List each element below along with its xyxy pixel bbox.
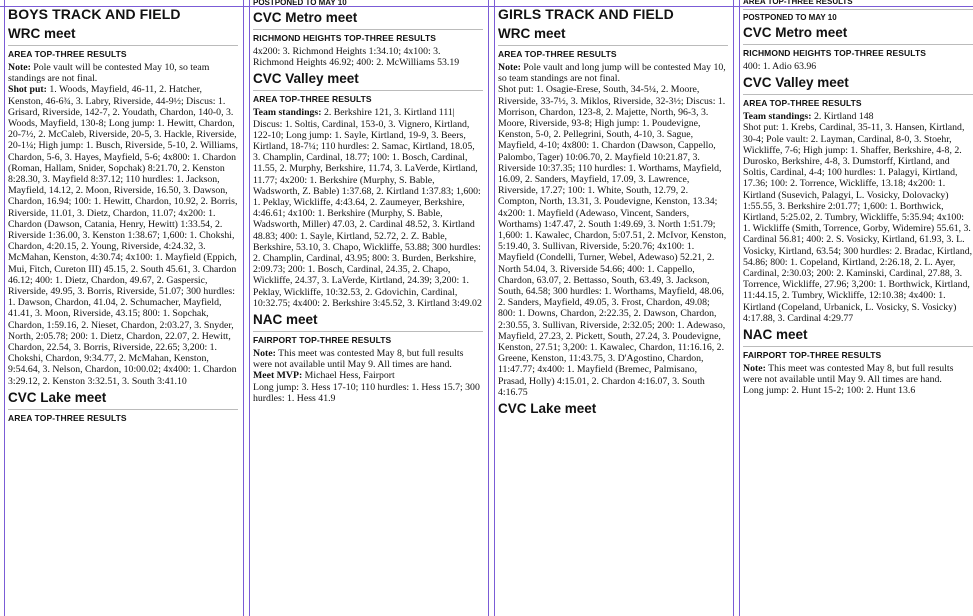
results-subheading: FAIRPORT TOP-THREE RESULTS <box>253 331 483 345</box>
results-subheading: AREA TOP-THREE RESULTS <box>743 94 973 108</box>
column-guide <box>488 0 489 616</box>
results-subheading: AREA TOP-THREE RESULTS <box>8 45 238 59</box>
results-paragraph: Shot put: 1. Woods, Mayfield, 46-11, 2. Hatcher, Kenston, 46-6¾, 3. Labry, Riverside, 44-9½; Discus: 1. Grisard, Riverside, 142-7, 2. Youdath, Chardon, 140-0, 3. Woods, Mayfield, 130-8; Long jump: 1. Hewitt, Chardon, 20-7½, 2. McCaleb, Riverside, 20-5, 3. Hackle, Riverside, 20-1¼; High jump: 1. Busch, Riverside, 5-10, 2. Williams, Chardon, 5-6, 3. Hayes, Mayfield, 5-6; 4x800: 1. Chardon (Roman, Hallam, Snider, Sopchak) 8:21.70, 2. Kenston 8:28.30, 3. Mayfield 8:37.12; 110 hurdles: 1. Jackson, Mayfield, 14.12, 2. Moon, Riverside, 16.50, 3. Dawson, Chardon, 16.94; 100: 1. Hewitt, Chardon, 10.92, 2. Borris, Riverside, 11.01, 3. Dietz, Chardon, 11.07; 4x200: 1. Chardon (Dawson, Catania, Henry, Hewitt) 1:33.54, 2. Riverside 1:36.00, 3. Kenston 1:38.67; 1,600: 1. Chokshi, Chardon, 4:20.15, 2. Young, Riverside, 4:24.32, 3. McMahan, Kenston, 4:30.74; 4x100: 1. Mayfield (Eppich, Mui, Fitch, Cureton III) 45.15, 2. South 45.61, 3. Chardon 46.12; 400: 1. Dietz, Chardon, 49.67, 2. Gaspersic, Riverside, 49.95, 3. Borris, Riverside, 51.07; 300 hurdles: 1. Dawson, Chardon, 41.04, 2. Schumacher, Mayfield, 41.41, 3. Moon, Riverside, 43.15; 800: 1. Sopchak, Chardon, 1:59.16, 2. Nieset, Chardon, 2:03.27, 3. Snyder, North, 2:05.78; 200: 1. Dietz, Chardon, 22.07, 2. Hewitt, Chardon, 22.54, 3. Borris, Riverside, 22.65; 3,200: 1. Chokshi, Chardon, 9:34.77, 2. McMahan, Kenston, 9:54.64, 3. Nelson, Chardon, 10:00.02; 4x400: 1. Chardon 3:29.12, 2. Kenston 3:32.51, 3. South 3:41.10 <box>8 84 238 387</box>
results-paragraph: Long jump: 2. Hunt 15-2; 100: 2. Hunt 13.6 <box>743 385 916 397</box>
results-paragraph: Discus: 1. Soltis, Cardinal, 153-0, 3. Vignero, Kirtland, 122-10; Long jump: 1. Sayle, Kirtland, 19-9, 3. Beers, Kirtland, 18-7¼; 110 hurdles: 2. Samac, Kirtland, 18.05, 3. Champlin, Cardinal, 18.77; 100: 1. Bosch, Cardinal, 11.55, 2. Murphy, Berkshire, 11.74, 3. LaVerde, Kirtland, 11.77; 4x200: 1. Berkshire (Murphy, S. Bable, Wadsworth, Z. Bable) 1:37.68, 2. Kirtland 1:37.83; 1,600: 1. Peklay, Wickliffe, 4:43.64, 2. Zaumeyer, Berkshire, 4:46.61; 4x100: 1. Berkshire (Murphy, S. Bable, Wadsworth, Miller) 47.03, 2. Cardinal 48.52, 3. Kirtland 48.83; 400: 1. Sayle, Kirtland, 52.72, 2. Z. Bable, Berkshire, 53.10, 3. Chapo, Wickliffe, 53.88; 300 hurdles: 2. Champlin, Cardinal, 43.95; 800: 3. Burden, Berkshire, 2:09.73; 200: 1. Bosch, Cardinal, 24.35, 2. Chapo, Wickliffe, 24.37, 3. LaVerde, Kirtland, 24.39; 3,200: 1. Peklay, Wickliffe, 10:32.53, 2. Gdovichin, Cardinal, 10:32.75; 4x400: 2. Berkshire 3:45.52, 3. Kirtland 3:49.02 <box>253 118 482 309</box>
results-subheading: AREA TOP-THREE RESULTS <box>498 45 728 59</box>
results-paragraph: 400: 1. Adio 63.96 <box>743 61 817 72</box>
column-boys-2 <box>253 0 483 614</box>
results-subheading-cut: AREA TOP-THREE RESULTS <box>743 0 853 6</box>
results-paragraph: Long jump: 3. Hess 17-10; 110 hurdles: 1. Hess 15.7; 300 hurdles: 1. Hess 41.9 <box>253 381 480 404</box>
note-paragraph: Note: Pole vault will be contested May 10, so team standings are not final. <box>8 62 210 85</box>
results-subheading: RICHMOND HEIGHTS TOP-THREE RESULTS <box>253 29 483 43</box>
results-paragraph: Shot put: 1. Krebs, Cardinal, 35-11, 3. Hansen, Kirtland, 30-4; Pole vault: 2. Layman, Cardinal, 8-0, 3. Stoehr, Wickliffe, 7-6; High jump: 1. Shaffer, Berkshire, 4-8, 2. Durosko, Berkshire, 4-8, 3. Dumstorff, Kirtland, and Soltis, Cardinal, 4-4; 100 hurdles: 1. Palagyi, Kirtland, 17.36; 100: 2. Torrence, Wickliffe, 13.18; 4x200: 1. Kirtland (Susevich, Palagyi, L. Vosicky, Dolovacky) 1:55.55, 3. Berkshire 2:01.77; 1,600: 1. Borthwick, Kirtland, 5:25.02, 2. Tumbry, Wickliffe, 5:35.94; 4x100: 1. Wickliffe (Smith, Torrence, Gorby, Widemire) 55.61, 3. Cardinal 56.81; 400: 2. S. Vosicky, Kirtland, 61.93, 3. L. Vosicky, Kirtland, 63.54; 300 hurdles: 2. Bradac, Kirtland, 54.86; 800: 1. Copeland, Kirtland, 2:26.18, 2. L. Ayer, Cardinal, 2:30.03; 200: 2. Kaminski, Cardinal, 27.88, 3. Torrence, Wickliffe, 27.96; 3,200: 1. Borthwick, Kirtland, 11:44.15, 2. Tumbry, Wickliffe, 12:10.38; 4x400: 1. Kirtland (Copeland, Urbanick, L. Vosicky, S. Vosicky) 4:17.88, 3. Cardinal 4:29.77 <box>743 122 973 324</box>
results-subheading: FAIRPORT TOP-THREE RESULTS <box>743 346 973 360</box>
column-guide <box>4 0 5 616</box>
note-paragraph: Note: This meet was contested May 8, but full results were not available until May 9. All times are hand. <box>253 348 464 371</box>
column-boys-1 <box>8 0 238 616</box>
column-girls-2 <box>743 0 973 613</box>
mvp-line: Meet MVP: Michael Hess, Fairport <box>253 370 395 382</box>
meet-title: WRC meet <box>8 26 76 41</box>
meet-title: WRC meet <box>498 26 566 41</box>
results-subheading: AREA TOP-THREE RESULTS <box>8 409 238 423</box>
postponed-notice: POSTPONED TO MAY 10 <box>743 13 837 22</box>
postponed-notice: POSTPONED TO MAY 10 <box>253 0 347 7</box>
results-paragraph: 4x200: 3. Richmond Heights 1:34.10; 4x100: 3. Richmond Heights 46.92; 400: 2. McWilliams 53.19 <box>253 46 460 69</box>
meet-title: NAC meet <box>253 312 318 328</box>
meet-title: CVC Lake meet <box>498 401 597 417</box>
divider <box>743 9 973 10</box>
section-title: GIRLS TRACK AND FIELD <box>498 6 674 22</box>
column-guide <box>494 0 495 616</box>
column-guide <box>243 0 244 616</box>
results-paragraph: Shot put: 1. Osagie-Erese, South, 34-5¼, 2. Moore, Riverside, 33-7½, 3. Miklos, Riverside, 32-3½; Discus: 1. Morrison, Chardon, 123-8, 2. Majette, North, 96-3, 3. Moore, Riverside, 93-8; High jump: 1. Poudevigne, Kenston, 5-0, 2. Pellegrini, South, 4-10, 3. Sague, Mayfield, 4-10; 4x800: 1. Chardon (Dawson, Cappello, Palombo, Tager) 10:06.70, 2. Mayfield 10:21.87, 3. Riverside 10:37.35; 110 hurdles: 1. Worthams, Mayfield, 16.09, 2. Sanders, Mayfield, 17.09, 3. Lawrence, Riverside, 17.27; 100: 1. White, South, 12.79, 2. Compton, North, 13.31, 3. Poudevigne, Kenston, 13.34; 4x200: 1. Mayfield (Adewaso, Vincent, Sanders, Worthams) 1:47.47, 2. South 1:49.69, 3. North 1:51.79; 1,600: 1. Kawalec, Chardon, 5:07.51, 2. McIvor, Kenston, 5:19.40, 3. Sullivan, Riverside, 5:20.76; 4x100: 1. Mayfield (Condelli, Turner, Webel, Adewaso) 52.21, 2. North 54.04, 3. Riverside 54.66; 400: 1. Cappello, Chardon, 63.07, 2. Bettasso, South, 63.49, 3. Jackson, South, 64.58; 300 hurdles: 1. Worthams, Mayfield, 48.06, 2. Sanders, Mayfield, 49.05, 3. Frost, Chardon, 49.08; 800: 1. Downs, Chardon, 2:22.35, 2. Dawson, Chardon, 2:30.55, 3. Sullivan, Riverside, 2:32.05; 200: 1. Adewaso, Mayfield, 27.23, 2. Pickett, South, 27.24, 3. Poudevigne, Kenston, 27.51; 3,200: 1. Kawalec, Chardon, 11:16.16, 2. Greene, Kenston, 11:43.75, 3. D'Agostino, Chardon, 11:47.77; 4x400: 1. Mayfield (Bremec, Palmisano, Prasad, Holly) 4:15.01, 2. Chardon 4:16.07, 3. South 4:16.75 <box>498 84 727 398</box>
meet-title: CVC Metro meet <box>253 10 358 25</box>
team-standings: Team standings: 2. Berkshire 121, 3. Kirtland 111| <box>253 107 455 119</box>
column-guide <box>249 0 250 616</box>
section-title: BOYS TRACK AND FIELD <box>8 6 181 22</box>
results-subheading: AREA TOP-THREE RESULTS <box>253 90 483 104</box>
meet-title: CVC Metro meet <box>743 25 848 40</box>
column-girls-1 <box>498 0 728 616</box>
results-subheading: RICHMOND HEIGHTS TOP-THREE RESULTS <box>743 44 973 58</box>
team-standings: Team standings: 2. Kirtland 148 <box>743 111 874 123</box>
meet-title: CVC Valley meet <box>253 71 359 87</box>
note-paragraph: Note: Pole vault and long jump will be contested May 10, so team standings are not final. <box>498 62 726 85</box>
note-paragraph: Note: This meet was contested May 8, but full results were not available until May 9. All times are hand. <box>743 363 954 386</box>
meet-title: CVC Valley meet <box>743 75 849 91</box>
meet-title: CVC Lake meet <box>8 389 107 405</box>
meet-title: NAC meet <box>743 327 808 343</box>
column-guide <box>739 0 740 616</box>
column-guide <box>733 0 734 616</box>
